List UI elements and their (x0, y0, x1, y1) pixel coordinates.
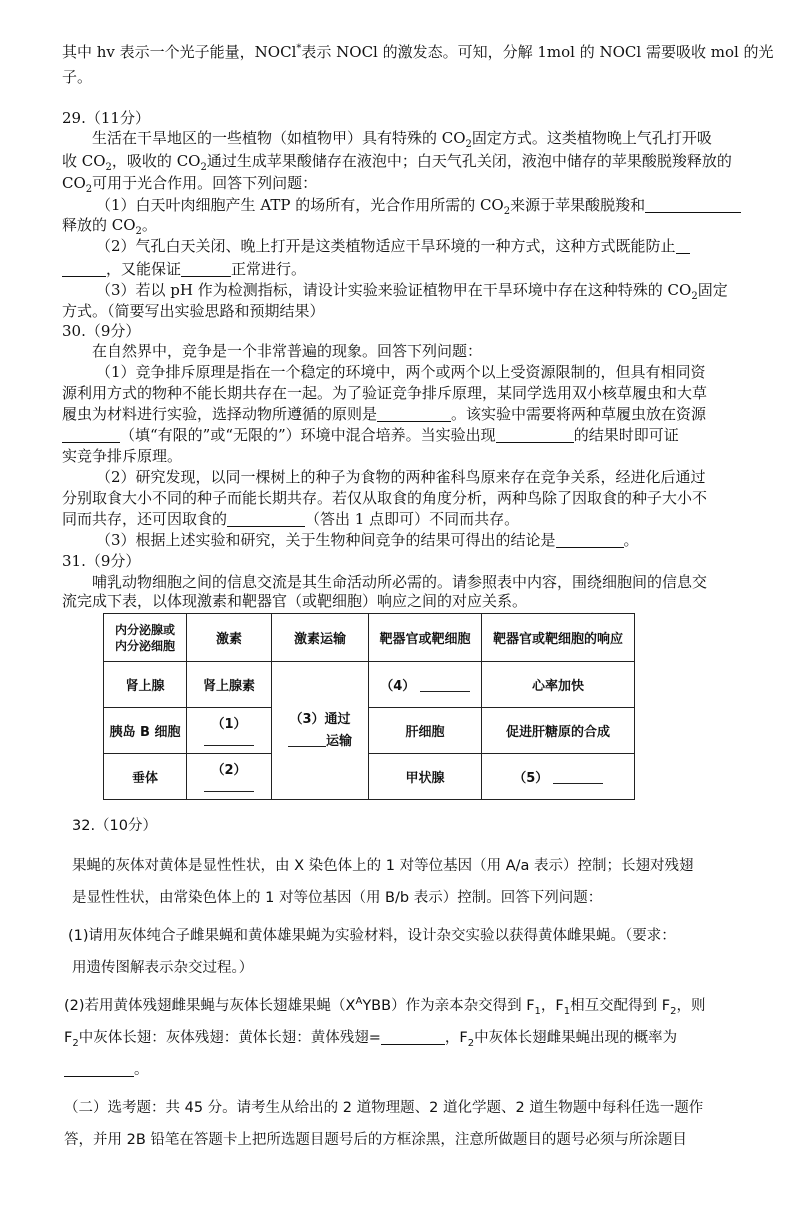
q32-sub1: (1)请用灰体纯合子雌果蝇和黄体雄果蝇为实验材料，设计杂交实验以获得黄体雌果蝇。（要求： (68, 928, 676, 944)
q29-sub3: （3）若以 pH 作为检测指标，请设计实验来验证植物甲在干旱环境中存在这种特殊的 $CO_2$固定 (96, 281, 728, 302)
table-cell: 肝细胞 (369, 708, 482, 754)
answer-blank[interactable] (556, 532, 624, 548)
table-header-cell: 激素 (187, 614, 272, 662)
q30-para: 在自然界中，竞争是一个非常普遍的现象。回答下列问题： (92, 342, 483, 360)
answer-blank[interactable] (64, 1061, 134, 1077)
q30-sub2-cont: 分别取食大小不同的种子而能长期共存。若仅从取食的角度分析，两种鸟除了因取食的种子大小不 (62, 489, 708, 507)
table-cell: （2） (187, 754, 272, 800)
elective-line: 答，并用 2B 铅笔在答题卡上把所选题目题号后的方框涂黑，注意所做题目的题号必须与所涂题目 (64, 1132, 687, 1148)
answer-blank[interactable] (288, 733, 326, 747)
q30-sub1-cont: 实竞争排斥原理。 (62, 447, 183, 465)
q30-sub3: （3）根据上述实验和研究，关于生物种间竞争的结果可得出的结论是 。 (96, 531, 639, 549)
table-row (104, 754, 635, 800)
answer-blank[interactable] (181, 261, 231, 277)
q30-sub1: （1）竞争排斥原理是指在一个稳定的环境中，两个或两个以上受资源限制的，但具有相同资 (96, 363, 706, 381)
q32-sub2-cont: 。 (64, 1060, 149, 1080)
q32-para: 是显性性状，由常染色体上的 1 对等位基因（用 B/b 表示）控制。回答下列问题： (72, 890, 603, 906)
q32-sub1-cont: 用遗传图解表示杂交过程。） (72, 960, 254, 976)
answer-blank[interactable] (62, 427, 120, 443)
answer-blank[interactable] (377, 406, 451, 422)
q31-para: 哺乳动物细胞之间的信息交流是其生命活动所必需的。请参照表中内容，围绕细胞间的信息交 (92, 573, 708, 591)
q29-para-line: $CO_2$可用于光合作用。回答下列问题： (62, 174, 318, 195)
q31-header: 31.（9分） (62, 552, 141, 570)
table-cell: 肾上腺 (104, 662, 187, 708)
table-cell: 甲状腺 (369, 754, 482, 800)
q29-sub2-cont: ，又能保证 正常进行。 (62, 259, 306, 279)
table-cell: 促进肝糖原的合成 (482, 708, 635, 754)
hormone-table (103, 613, 635, 800)
answer-blank[interactable] (420, 678, 470, 692)
q29-sub1-cont: 释放的 $CO_2$。 (62, 216, 157, 237)
q30-sub2-cont: 同而共存，还可因取食的 （答出 1 点即可）不同而共存。 (62, 510, 520, 528)
answer-blank[interactable] (496, 427, 574, 443)
elective-line: （二）选考题：共 45 分。请考生从给出的 2 道物理题、2 道化学题、2 道生物题中每科任选一题作 (64, 1100, 704, 1116)
q31-para: 流完成下表，以体现激素和靶器官（或靶细胞）响应之间的对应关系。 (62, 592, 528, 610)
table-header-cell: 内分泌腺或 内分泌细胞 (104, 614, 187, 662)
table-row (104, 662, 635, 708)
table-cell: 胰岛 B 细胞 (104, 708, 187, 754)
q29-sub1: （1）白天叶肉细胞产生 ATP 的场所有，光合作用所需的 $CO_2$来源于苹果酸脱羧和 (96, 195, 741, 215)
table-cell: （5） (482, 754, 635, 800)
answer-blank[interactable] (62, 261, 106, 277)
q30-sub1-cont: 履虫为材料进行实验，选择动物所遵循的原则是 。该实验中需要将两种草履虫放在资源 (62, 405, 707, 423)
table-row (104, 708, 635, 754)
answer-blank[interactable] (553, 770, 603, 784)
q30-header: 30.（9分） (62, 322, 141, 340)
q29-sub3-cont: 方式。（简要写出实验思路和预期结果） (62, 302, 325, 320)
q30-sub1-cont: （填“有限的”或“无限的”）环境中混合培养。当实验出现 的结果时即可证 (62, 425, 679, 445)
q32-header: 32.（10分） (72, 818, 158, 834)
q32-sub2-cont: $F_2$中灰体长翅：灰体残翅：黄体长翅：黄体残翅= ，$F_2$中灰体长翅雌果蝇出现的概率为 (64, 1030, 678, 1049)
q29-header: 29.（11分） (62, 109, 150, 127)
answer-blank[interactable] (676, 238, 690, 254)
table-header-row (104, 614, 635, 662)
q29-para-line: 生活在干旱地区的一些植物（如植物甲）具有特殊的 $CO_2$固定方式。这类植物晚上气孔打开吸 (92, 129, 712, 150)
q32-sub2: (2)若用黄体残翅雌果蝇与灰体长翅雄果蝇$(X^AYBB)$作为亲本杂交得到 $F_1$，$F_1$相互交配得到 $F_2$，则 (64, 996, 706, 1017)
table-cell: 心率加快 (482, 662, 635, 708)
transport-cell: （3）通过 运输 (272, 662, 369, 800)
intro-line-1: 其中 hv 表示一个光子能量，NOCl*表示 NOCl 的激发态。可知，分解 1mol 的 NOCl 需要吸收 mol 的光 (62, 43, 774, 61)
table-cell: （1） (187, 708, 272, 754)
table-cell: （4） (369, 662, 482, 708)
q30-sub2: （2）研究发现，以同一棵树上的种子为食物的两种雀科鸟原来存在竞争关系，经进化后通过 (96, 468, 706, 486)
answer-blank[interactable] (645, 197, 741, 213)
answer-blank[interactable] (204, 778, 254, 792)
table-cell: 垂体 (104, 754, 187, 800)
table-header-cell: 激素运输 (272, 614, 369, 662)
q30-sub1-cont: 源利用方式的物种不能长期共存在一起。为了验证竞争排斥原理，某同学选用双小核草履虫和大草 (62, 384, 708, 402)
q29-para-line: 收 $CO_2$，吸收的 $CO_2$通过生成苹果酸储存在液泡中；白天气孔关闭，液泡中储存的苹果酸脱羧释放的 (62, 152, 732, 173)
intro-line-2: 子。 (62, 68, 93, 86)
answer-blank[interactable] (381, 1029, 445, 1045)
answer-blank[interactable] (204, 732, 254, 746)
q32-para: 果蝇的灰体对黄体是显性性状，由 X 染色体上的 1 对等位基因（用 A/a 表示）控制；长翅对残翅 (72, 858, 694, 874)
table-cell: 肾上腺素 (187, 662, 272, 708)
answer-blank[interactable] (227, 511, 305, 527)
table-header-cell: 靶器官或靶细胞 (369, 614, 482, 662)
q29-sub2: （2）气孔白天关闭、晚上打开是这类植物适应干旱环境的一种方式，这种方式既能防止 (96, 236, 690, 256)
table-header-cell: 靶器官或靶细胞的响应 (482, 614, 635, 662)
